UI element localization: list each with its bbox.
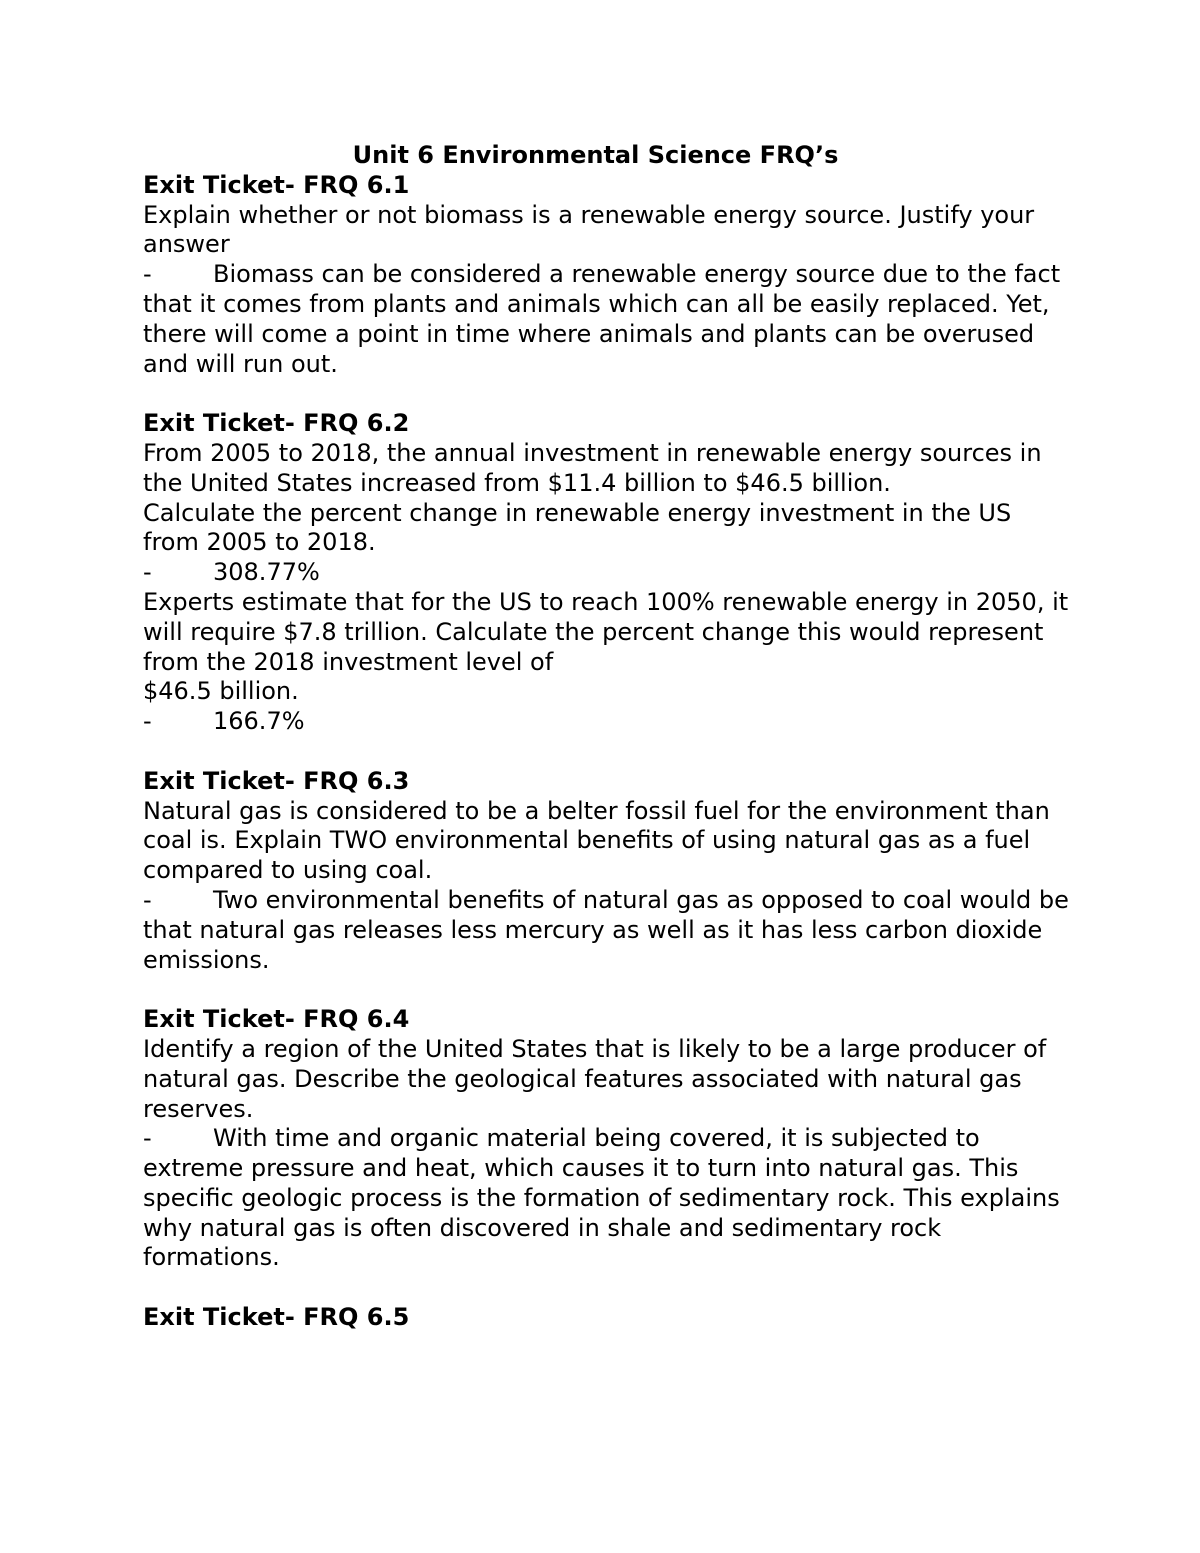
answer-dash: - [143, 707, 152, 736]
question-text: Experts estimate that for the US to reach 100% renewable energy in 2050, it will require $7.8 trillion. Calculate the percent change this would represent from the 2018 investment level of [143, 587, 1069, 676]
answer-dash: - [143, 558, 152, 587]
section-heading: Exit Ticket- FRQ 6.4 [143, 1005, 410, 1034]
section-heading: Exit Ticket- FRQ 6.1 [143, 170, 410, 199]
question-text: Natural gas is considered to be a belter fossil fuel for the environment than coal is. Explain TWO environmental benefits of using natural gas as a fuel compared to using coal. [143, 796, 1050, 885]
answer-item [143, 558, 1073, 588]
document-page [143, 141, 1073, 1333]
answer-item [143, 707, 1073, 737]
answer-dash: - [143, 260, 152, 289]
question-text: $46.5 billion. [143, 677, 299, 706]
answer-text: Two environmental benefits of natural gas as opposed to coal would be that natural gas releases less mercury as well as it has less carbon dioxide emissions. [143, 885, 1069, 974]
answer-text: Biomass can be considered a renewable energy source due to the fact that it comes from plants and animals which can all be easily replaced. Yet, there will come a point in time where animals and plants can be overused and will run out. [143, 260, 1061, 378]
answer-dash: - [143, 1124, 152, 1153]
section-frq-6-3 [143, 767, 1073, 976]
section-heading: Exit Ticket- FRQ 6.2 [143, 409, 410, 438]
answer-text: 166.7% [213, 707, 305, 736]
question-text: Explain whether or not biomass is a renewable energy source. Justify your answer [143, 200, 1035, 259]
answer-item [143, 1124, 1073, 1273]
answer-item [143, 260, 1073, 379]
answer-text: 308.77% [213, 558, 320, 587]
question-text: Identify a region of the United States that is likely to be a large producer of natural gas. Describe the geological features associated with natural gas reserves. [143, 1034, 1047, 1123]
section-frq-6-2 [143, 409, 1073, 737]
section-heading: Exit Ticket- FRQ 6.3 [143, 766, 410, 795]
question-text: Calculate the percent change in renewable energy investment in the US from 2005 to 2018. [143, 498, 1012, 557]
section-frq-6-4 [143, 1005, 1073, 1273]
answer-dash: - [143, 885, 152, 914]
section-frq-6-1 [143, 171, 1073, 380]
answer-item [143, 886, 1073, 975]
question-text: From 2005 to 2018, the annual investment in renewable energy sources in the United States increased from $11.4 billion to $46.5 billion. [143, 438, 1042, 497]
section-heading: Exit Ticket- FRQ 6.5 [143, 1303, 410, 1332]
document-title: Unit 6 Environmental Science FRQ’s [352, 141, 839, 169]
section-frq-6-5 [143, 1303, 1073, 1333]
answer-text: With time and organic material being covered, it is subjected to extreme pressure and heat, which causes it to turn into natural gas. This specific geologic process is the formation of sedimentary rock. This explains why natural gas is often discovered in shale and sedimentary rock formations. [143, 1124, 1060, 1272]
